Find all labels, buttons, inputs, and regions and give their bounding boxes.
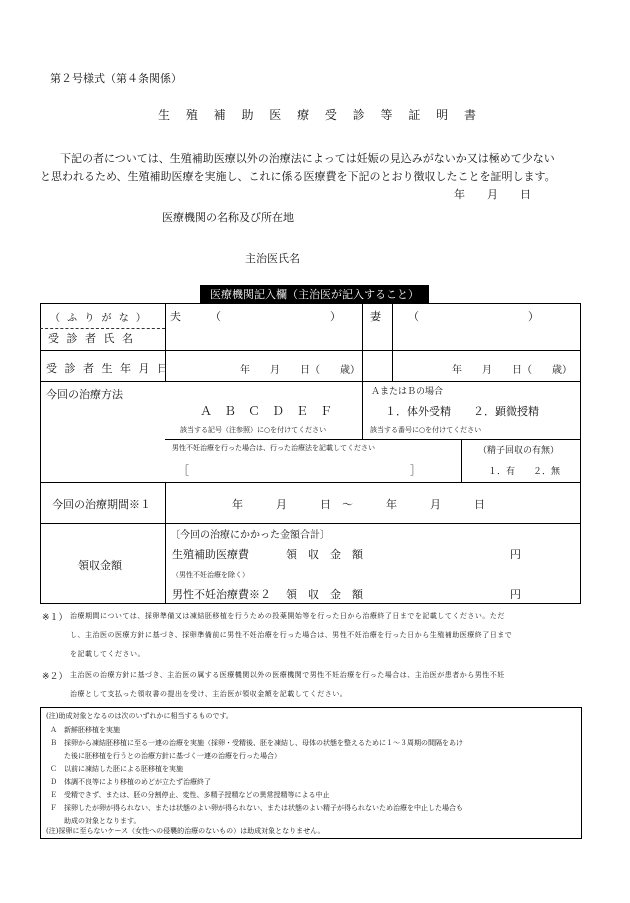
section-banner: 医療機関記入欄（主治医が記入すること）: [200, 285, 429, 303]
wife-label: 妻: [370, 310, 381, 323]
intro-line-1: 下記の者については、生殖補助医療以外の治療法によっては妊娠の見込みがないか又は極めて少ない: [60, 152, 555, 165]
ab-options: １．体外受精 ２．顕微授精: [385, 405, 539, 418]
notebox-c: Ｃ 以前に凍結した胚による胚移植を実施: [50, 765, 183, 773]
doctor-label: 主治医氏名: [245, 252, 300, 265]
note1-line1: 治療期間については、採卵準備又は凍結胚移植を行うための投薬開始等を行った日から治療終了日までを記載してください。ただ: [70, 612, 505, 620]
sperm-label: （精子回収の有無）: [478, 446, 560, 456]
notebox-b2: た後に胚移植を行うとの治療方針に基づく一連の治療を行った場合）: [64, 752, 281, 760]
wife-paren-open: （: [408, 310, 419, 323]
ab-note: 該当する番号に○を付けてください: [370, 426, 482, 434]
husband-paren-open: （: [210, 310, 221, 323]
wife-birth: 年 月 日（ 歳）: [452, 365, 572, 376]
form-number: 第２号様式（第４条関係）: [50, 72, 182, 85]
note1-line3: を記載してください。: [70, 650, 145, 658]
fee-total-label: 〔今回の治療にかかった金額合計〕: [170, 530, 330, 541]
note2-mark: ※２）: [42, 672, 68, 682]
husband-paren-close: ）: [330, 310, 341, 323]
fee-label: 領収金額: [78, 559, 122, 572]
treatment-options-note: 該当する記号（注参照）に○を付けてください: [180, 426, 327, 434]
notebox-f1: Ｆ 採卵したが卵が得られない、または状態のよい卵が得られない、または状態のよい精子が得られないため治療を中止した場合も: [50, 804, 463, 812]
notebox-f2: 助成の対象となります。: [64, 817, 141, 825]
notebox-foot: (注)採卵に至らないケース（女性への侵襲的治療のないもの）は助成対象となりません。: [46, 827, 325, 835]
notebox-d: Ｄ 体調不良等により移植のめどが立たず治療終了: [50, 778, 211, 786]
male-fee-label: 男性不妊治療費※２: [172, 588, 271, 601]
male-receipt-label: 領 収 金 額: [286, 588, 363, 601]
bracket-close: ］: [410, 464, 421, 477]
issue-date: 年 月 日: [454, 188, 531, 201]
intro-line-2: と思われるため、生殖補助医療を実施し、これに係る医療費を下記のとおり徴収したことを証明します。: [40, 170, 556, 183]
notebox-b1: Ｂ 採卵から凍結胚移植に至る一連の治療を実施（採卵・受精後、胚を凍結し、母体の状態を整えるために１〜３周期の間隔をあけ: [50, 739, 463, 747]
period-value: 年 月 日 〜 年 月 日: [232, 498, 485, 511]
patient-name-label: 受 診 者 氏 名: [48, 332, 135, 345]
furigana-label: （ ふ り が な ）: [50, 313, 148, 324]
period-label: 今回の治療期間※１: [52, 498, 151, 511]
birth-label: 受 診 者 生 年 月 日: [46, 362, 170, 375]
note2-line2: 治療として支払った領収書の提出を受け、主治医が領収金額を記載してください。: [70, 690, 348, 698]
art-fee-note: （男性不妊治療を除く）: [172, 571, 249, 579]
note1-line2: し、主治医の医療方針に基づき、採卵準備前に男性不妊治療を行った場合は、男性不妊治療を行った日から生殖補助医療終了日まで: [70, 631, 513, 639]
notebox-e: Ｅ 受精できず、または、胚の分割停止、変性、多精子授精などの異常授精等による中止: [50, 791, 330, 799]
institution-label: 医療機関の名称及び所在地: [162, 211, 294, 224]
art-receipt-label: 領 収 金 額: [286, 548, 363, 561]
art-fee-label: 生殖補助医療費: [172, 548, 249, 561]
note2-line1: 主治医の治療方針に基づき、主治医の属する医療機関以外の医療機関で男性不妊治療を行った場合は、主治医が患者から男性不妊: [70, 671, 505, 679]
note1-mark: ※１）: [42, 613, 68, 623]
male-yen: 円: [510, 588, 521, 601]
notebox-a: Ａ 新鮮胚移植を実施: [50, 726, 120, 734]
husband-birth: 年 月 日（ 歳）: [240, 365, 360, 376]
male-treatment-note: 男性不妊治療を行った場合は、行った治療法を記載してください: [172, 444, 375, 452]
bracket-open: ［: [178, 464, 189, 477]
document-title: 生 殖 補 助 医 療 受 診 等 証 明 書: [158, 108, 482, 122]
wife-paren-close: ）: [528, 310, 539, 323]
treatment-label: 今回の治療方法: [46, 388, 123, 401]
sperm-options: １．有 ２．無: [488, 467, 561, 477]
treatment-options: Ａ Ｂ Ｃ Ｄ Ｅ Ｆ: [200, 404, 333, 418]
husband-label: 夫: [170, 310, 181, 323]
art-yen: 円: [510, 548, 521, 561]
notebox-head: (注)助成対象となるのは次のいずれかに相当するものです。: [46, 712, 233, 720]
ab-case-label: ＡまたはＢの場合: [371, 387, 444, 397]
